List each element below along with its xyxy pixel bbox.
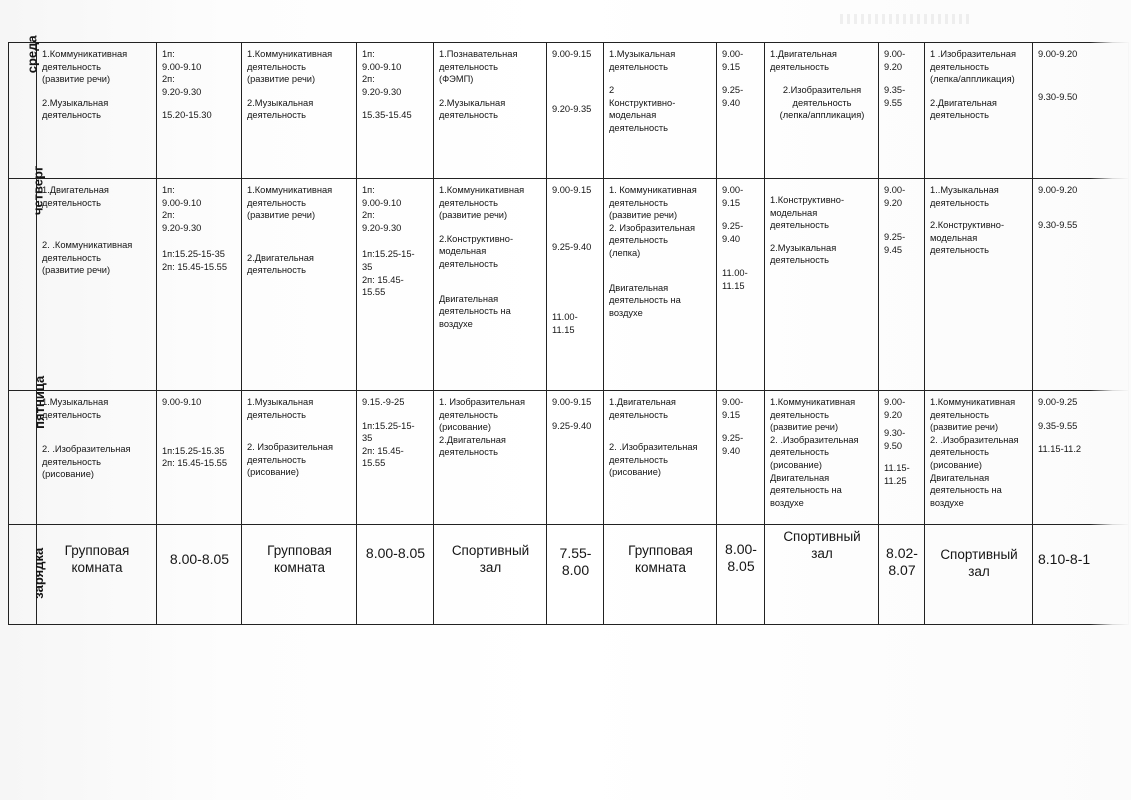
activity-cell: 1.Коммуникативная деятельность (развитие речи) 2.Двигательная деятельность — [242, 179, 357, 391]
row-wednesday — [9, 43, 1129, 179]
time-cell: 7.55- 8.00 — [547, 525, 604, 625]
time-cell: 8.00-8.05 — [357, 525, 434, 625]
time-cell: 9.00-9.10 1п:15.25-15.35 2п: 15.45-15.55 — [157, 391, 242, 525]
time-cell: 9.00-9.15 9.25-9.40 11.00- 11.15 — [547, 179, 604, 391]
place-cell: Групповая комната — [604, 525, 717, 625]
activity-cell: 1.Музыкальная деятельность 2. Изобразительная деятельность (рисование) — [242, 391, 357, 525]
activity-cell: 1.Двигательная деятельность 2.Изобразительня деятельность (лепка/аппликация) — [765, 43, 879, 179]
activity-cell: 1.Коммуникативная деятельность (развитие речи) 2.Музыкальная деятельность — [37, 43, 157, 179]
day-label-friday: пятница — [9, 391, 37, 525]
scan-artifact — [840, 14, 970, 24]
activity-cell: 1.Конструктивно- модельная деятельность 2.Музыкальная деятельность — [765, 179, 879, 391]
row-exercise — [9, 525, 1129, 625]
activity-cell: 1.Познавательная деятельность (ФЭМП) 2.Музыкальная деятельность — [434, 43, 547, 179]
schedule-table — [8, 35, 1129, 625]
activity-cell: 1.Музыкальная деятельность 2. .Изобразительная деятельность (рисование) — [37, 391, 157, 525]
activity-cell: 1..Музыкальная деятельность 2.Конструктивно- модельная деятельность — [925, 179, 1033, 391]
place-cell: Спортивный зал — [765, 525, 879, 625]
activity-cell: 1.Двигательная деятельность 2. .Изобразительная деятельность (рисование) — [604, 391, 717, 525]
activity-cell: 1.Музыкальная деятельность 2 Конструктивно- модельная деятельность — [604, 43, 717, 179]
activity-cell: 1.Коммуникативная деятельность (развитие речи) 2. .Изобразительная деятельность (рисование) Двигательная деятельность на воздухе — [925, 391, 1033, 525]
time-cell: 9.00- 9.20 9.30- 9.50 11.15- 11.25 — [879, 391, 925, 525]
activity-cell: 1.Коммуникативная деятельность (развитие речи) 2. .Изобразительная деятельность (рисование) Двигательная деятельность на воздухе — [765, 391, 879, 525]
activity-cell: 1.Двигательная деятельность 2. .Коммуникативная деятельность (развитие речи) — [37, 179, 157, 391]
time-cell: 8.02- 8.07 — [879, 525, 925, 625]
time-cell: 8.10-8-1 — [1033, 525, 1129, 625]
row-thursday — [9, 179, 1129, 391]
row-friday — [9, 391, 1129, 525]
time-cell: 9.00- 9.15 9.25- 9.40 — [717, 391, 765, 525]
place-cell: Групповая комната — [242, 525, 357, 625]
day-label-exercise: зарядка — [9, 525, 37, 625]
day-label-wednesday: среда — [9, 43, 37, 179]
time-cell: 9.00-9.20 9.30-9.50 — [1033, 43, 1129, 179]
time-cell: 9.00- 9.15 9.25- 9.40 11.00- 11.15 — [717, 179, 765, 391]
activity-cell: 1.Коммуникативная деятельность (развитие речи) 2.Музыкальная деятельность — [242, 43, 357, 179]
time-cell: 9.00- 9.20 9.25- 9.45 — [879, 179, 925, 391]
time-cell: 9.15.-9-25 1п:15.25-15- 35 2п: 15.45- 15.55 — [357, 391, 434, 525]
time-cell: 1п: 9.00-9.10 2п: 9.20-9.30 1п:15.25-15- 35 2п: 15.45- 15.55 — [357, 179, 434, 391]
time-cell: 9.00-9.15 9.25-9.40 — [547, 391, 604, 525]
time-cell: 9.00-9.25 9.35-9.55 11.15-11.2 — [1033, 391, 1129, 525]
time-cell: 1п: 9.00-9.10 2п: 9.20-9.30 1п:15.25-15-35 2п: 15.45-15.55 — [157, 179, 242, 391]
time-cell: 9.00- 9.20 9.35- 9.55 — [879, 43, 925, 179]
time-cell: 9.00-9.15 9.20-9.35 — [547, 43, 604, 179]
activity-cell: 1.Коммуникативная деятельность (развитие речи) 2.Конструктивно- модельная деятельность Двигательная деятельность на воздухе — [434, 179, 547, 391]
time-cell: 1п: 9.00-9.10 2п: 9.20-9.30 15.20-15.30 — [157, 43, 242, 179]
place-cell: Групповая комната — [37, 525, 157, 625]
time-cell: 1п: 9.00-9.10 2п: 9.20-9.30 15.35-15.45 — [357, 43, 434, 179]
place-cell: Спортивный зал — [925, 525, 1033, 625]
place-cell: Спортивный зал — [434, 525, 547, 625]
time-cell: 8.00-8.05 — [157, 525, 242, 625]
activity-cell: 1. Изобразительная деятельность (рисование) 2.Двигательная деятельность — [434, 391, 547, 525]
activity-cell: 1 .Изобразительная деятельность (лепка/аппликация) 2.Двигательная деятельность — [925, 43, 1033, 179]
time-cell: 9.00- 9.15 9.25- 9.40 — [717, 43, 765, 179]
time-cell: 9.00-9.20 9.30-9.55 — [1033, 179, 1129, 391]
day-label-thursday: четверг — [9, 179, 37, 391]
activity-cell: 1. Коммуникативная деятельность (развитие речи) 2. Изобразительная деятельность (лепка) Двигательная деятельность на воздухе — [604, 179, 717, 391]
time-cell: 8.00- 8.05 — [717, 525, 765, 625]
